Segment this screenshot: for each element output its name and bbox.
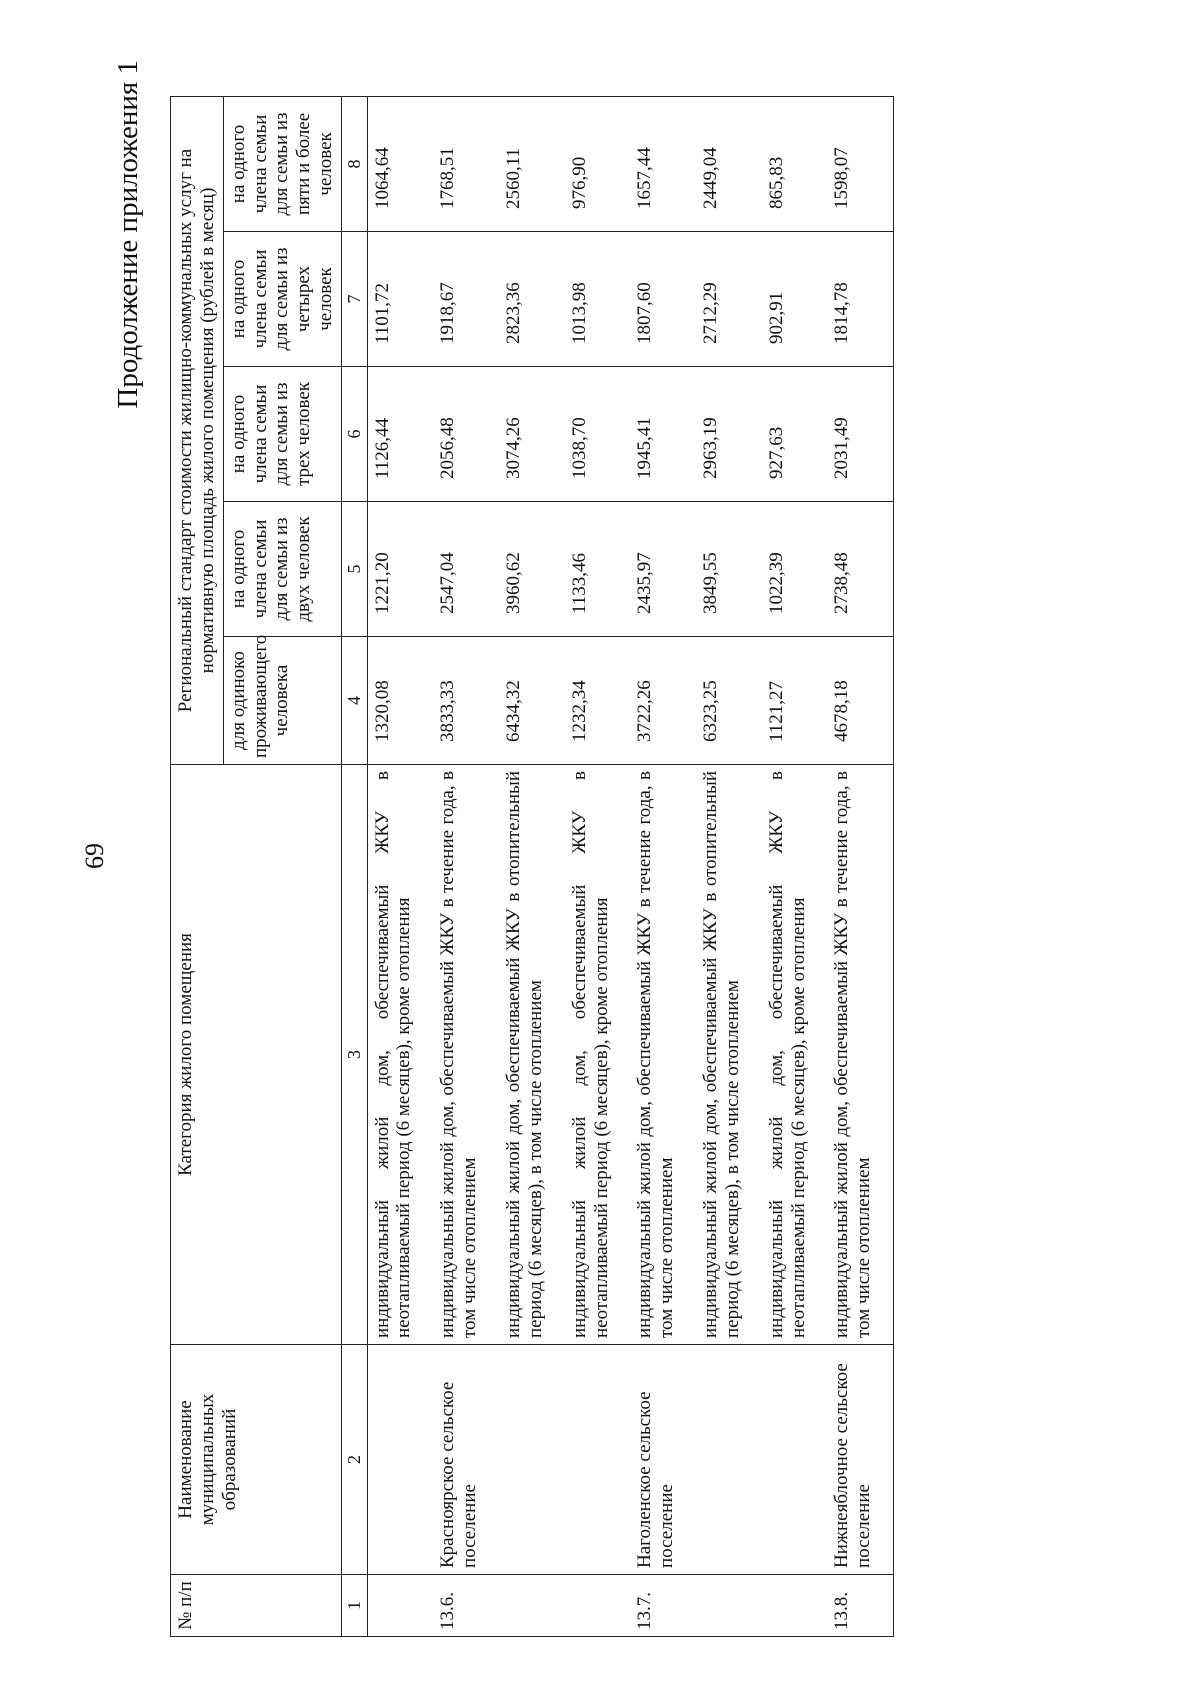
value-five-plus: 1768,51 [433, 96, 499, 231]
row-number [499, 1575, 565, 1637]
appendix-title: Продолжение приложения 1 [112, 60, 144, 409]
row-number [762, 1575, 828, 1637]
value-five-plus: 2560,11 [499, 96, 565, 231]
value-five-plus: 1657,44 [630, 96, 696, 231]
value-two: 3960,62 [499, 502, 565, 637]
header-no: № п/п [171, 1575, 342, 1637]
value-five-plus: 976,90 [565, 96, 631, 231]
column-number: 1 [341, 1575, 367, 1637]
value-four: 1918,67 [433, 232, 499, 367]
column-number: 4 [341, 637, 367, 765]
value-four: 1101,72 [367, 232, 433, 367]
value-two: 3849,55 [696, 502, 762, 637]
value-two: 1022,39 [762, 502, 828, 637]
value-two: 2547,04 [433, 502, 499, 637]
municipality-name [762, 1345, 828, 1575]
header-col6: на одного члена семьи для семьи из трех человек [223, 367, 341, 502]
municipality-name [367, 1345, 433, 1575]
header-col8: на одного члена семьи для семьи из пяти и более человек [223, 96, 341, 231]
value-three: 1038,70 [565, 367, 631, 502]
table-row [630, 96, 696, 1636]
value-single: 6323,25 [696, 637, 762, 765]
municipality-name [565, 1345, 631, 1575]
value-three: 3074,26 [499, 367, 565, 502]
value-four: 1807,60 [630, 232, 696, 367]
header-regional-standard: Региональный стандарт стоимости жилищно-коммунальных услуг на нормативную площадь жилого помещения (рублей в месяц) [171, 96, 224, 764]
header-municipality: Наименование муниципальных образований [171, 1345, 342, 1575]
value-three: 2031,49 [827, 367, 893, 502]
table-row [827, 96, 893, 1636]
table-row [433, 96, 499, 1636]
value-single: 6434,32 [499, 637, 565, 765]
housing-cost-table [170, 96, 894, 1637]
row-number: 13.8. [827, 1575, 893, 1637]
value-five-plus: 1598,07 [827, 96, 893, 231]
table-row [762, 96, 828, 1636]
value-four: 1013,98 [565, 232, 631, 367]
header-row-1 [171, 96, 224, 1636]
value-single: 1320,08 [367, 637, 433, 765]
housing-category: индивидуальный жилой дом, обеспечиваемый ЖКУ в неотапливаемый период (6 месяцев), кроме отопления [565, 765, 631, 1345]
housing-category: индивидуальный жилой дом, обеспечиваемый ЖКУ в неотапливаемый период (6 месяцев), кроме отопления [367, 765, 433, 1345]
row-number: 13.7. [630, 1575, 696, 1637]
value-single: 1232,34 [565, 637, 631, 765]
value-single: 1121,27 [762, 637, 828, 765]
column-number: 7 [341, 232, 367, 367]
header-col7: на одного члена семьи для семьи из четырех человек [223, 232, 341, 367]
housing-category: индивидуальный жилой дом, обеспечиваемый ЖКУ в отопительный период (6 месяцев), в том числе отоплением [499, 765, 565, 1345]
column-number: 6 [341, 367, 367, 502]
municipality-name [499, 1345, 565, 1575]
header-col5: на одного члена семьи для семьи из двух человек [223, 502, 341, 637]
header-col4: для одиноко проживающего человека [223, 637, 341, 765]
municipality-name [696, 1345, 762, 1575]
table-row [499, 96, 565, 1636]
table-body [367, 96, 894, 1636]
housing-category: индивидуальный жилой дом, обеспечиваемый ЖКУ в неотапливаемый период (6 месяцев), кроме отопления [762, 765, 828, 1345]
value-three: 927,63 [762, 367, 828, 502]
page-number: 69 [80, 843, 109, 869]
value-single: 4678,18 [827, 637, 893, 765]
value-two: 2738,48 [827, 502, 893, 637]
value-four: 2823,36 [499, 232, 565, 367]
housing-category: индивидуальный жилой дом, обеспечиваемый ЖКУ в течение года, в том числе отоплением [630, 765, 696, 1345]
value-three: 2056,48 [433, 367, 499, 502]
table-row [565, 96, 631, 1636]
value-four: 1814,78 [827, 232, 893, 367]
value-four: 2712,29 [696, 232, 762, 367]
value-five-plus: 865,83 [762, 96, 828, 231]
row-number [565, 1575, 631, 1637]
municipality-name: Нижнеяблочное сельское поселение [827, 1345, 893, 1575]
housing-category: индивидуальный жилой дом, обеспечиваемый ЖКУ в течение года, в том числе отоплением [827, 765, 893, 1345]
value-single: 3722,26 [630, 637, 696, 765]
value-four: 902,91 [762, 232, 828, 367]
value-three: 1126,44 [367, 367, 433, 502]
value-five-plus: 2449,04 [696, 96, 762, 231]
column-number: 2 [341, 1345, 367, 1575]
column-number: 5 [341, 502, 367, 637]
table-row [696, 96, 762, 1636]
table-row [367, 96, 433, 1636]
value-three: 1945,41 [630, 367, 696, 502]
value-five-plus: 1064,64 [367, 96, 433, 231]
column-number: 3 [341, 765, 367, 1345]
municipality-name: Красноярское сельское поселение [433, 1345, 499, 1575]
row-number [367, 1575, 433, 1637]
housing-category: индивидуальный жилой дом, обеспечиваемый ЖКУ в отопительный период (6 месяцев), в том числе отоплением [696, 765, 762, 1345]
column-number: 8 [341, 96, 367, 231]
row-number: 13.6. [433, 1575, 499, 1637]
housing-category: индивидуальный жилой дом, обеспечиваемый ЖКУ в течение года, в том числе отоплением [433, 765, 499, 1345]
row-number [696, 1575, 762, 1637]
header-category: Категория жилого помещения [171, 765, 342, 1345]
value-two: 2435,97 [630, 502, 696, 637]
value-three: 2963,19 [696, 367, 762, 502]
column-number-row [341, 96, 367, 1636]
municipality-name: Наголенское сельское поселение [630, 1345, 696, 1575]
value-two: 1221,20 [367, 502, 433, 637]
value-two: 1133,46 [565, 502, 631, 637]
value-single: 3833,33 [433, 637, 499, 765]
